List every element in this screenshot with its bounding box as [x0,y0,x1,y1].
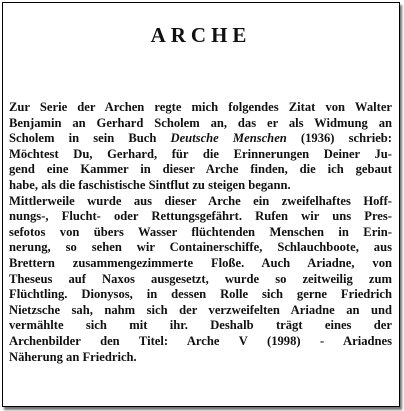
text-line: nungs-, Flucht- oder Rettungsgefährt. Rufen wir uns Pres- [9,209,392,224]
text-line: Näherung an Friedrich. [9,349,137,364]
body-paragraph [9,100,392,365]
text-line: Flüchtling. Dionysos, in dessen Rolle sich gerne Friedrich [9,287,392,302]
text-line: Benjamin an Gerhard Scholem an, das er als Widmung an [9,115,392,130]
text-line: Möchtest Du, Gerhard, für die Erinnerungen Deiner Ju- [9,146,392,161]
text-line: sefotos von übers Wasser flüchtenden Menschen in Erin- [9,224,392,239]
text-line: habe, als die faschistische Sintflut zu steigen begann. [9,177,291,192]
text-line: Mittlerweile wurde aus dieser Arche ein zweifelhaftes Hoff- [9,193,392,208]
text-line: Nietzsche sah, nahm sich der verzweifelten Ariadne an und [9,302,392,317]
text-line: nerung, so sehen wir Containerschiffe, Schlauchboote, aus [9,240,392,255]
text-line: Brettern zusammengezimmerte Floße. Auch Ariadne, von [9,255,392,270]
text-line: gend eine Kammer in dieser Arche finden, die ich gebaut [9,162,392,177]
text-line: Zur Serie der Archen regte mich folgendes Zitat von Walter [9,100,392,114]
text-line: Scholem in sein Buch Deutsche Menschen (1936) schrieb: [9,131,393,146]
text-line: Archenbilder den Titel: Arche V (1998) - Ariadnes [9,333,392,348]
document-page [2,2,400,407]
book-title: Deutsche Menschen [170,131,287,146]
text-line: Theseus auf Naxos ausgesetzt, wurde so zeitweilig zum [9,271,392,286]
text-line: vermählte sich mit ihr. Deshalb trägt eines der [9,318,392,333]
page-title: ARCHE [150,23,252,47]
